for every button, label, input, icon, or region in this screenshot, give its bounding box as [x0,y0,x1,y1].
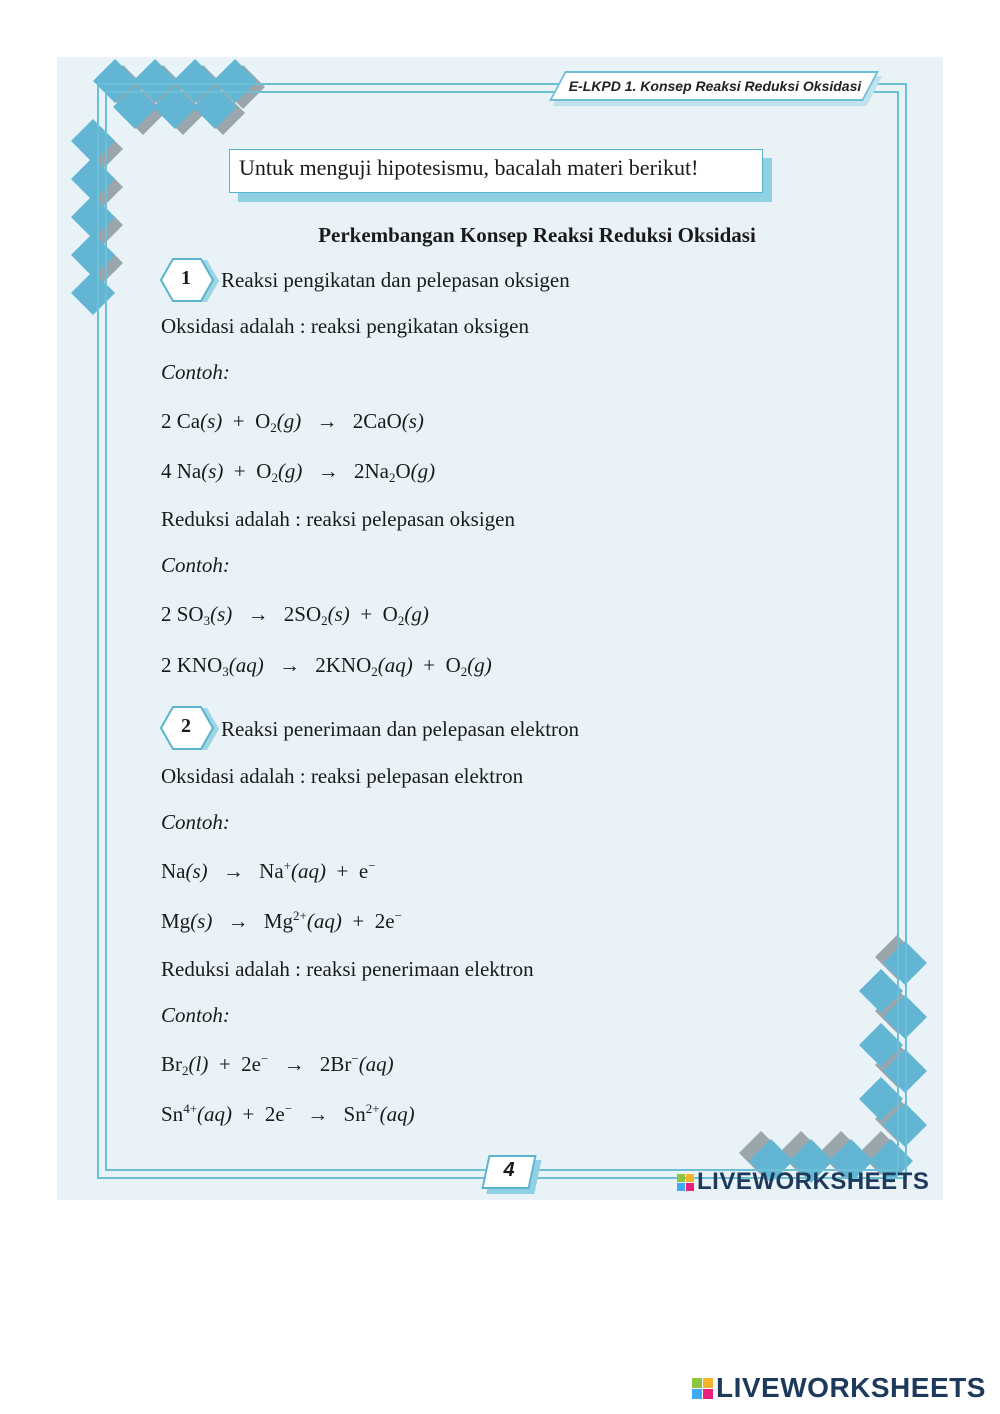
part2-oxidation-definition: Oksidasi adalah : reaksi pelepasan elektron [161,764,524,788]
header-title: E-LKPD 1. Konsep Reaksi Reduksi Oksidasi [568,78,862,94]
part1-oxidation-definition: Oksidasi adalah : reaksi pengikatan oksigen [161,314,529,338]
equation-8: $Sn^{4+}(aq) + 2e^- \to Sn^{2+}(aq)$ [161,1101,415,1126]
equation-7: $Br_2(l) + 2e^- \to 2Br^-(aq)$ [161,1051,394,1078]
equation-4: 2 $KNO_3(aq) \to 2KNO_2(aq) + O_2(g)$ [161,653,492,679]
part2-reduction-definition: Reduksi adalah : reaksi penerimaan elektron [161,957,534,981]
liveworksheets-icon [677,1174,694,1191]
liveworksheets-icon [692,1378,713,1399]
section-title: Perkembangan Konsep Reaksi Reduksi Oksidasi [318,223,756,247]
worksheet-page [57,57,943,1200]
liveworksheets-wordmark: LIVEWORKSHEETS [716,1372,986,1403]
part1-title: Reaksi pengikatan dan pelepasan oksigen [221,268,570,292]
badge-number-1: 1 [181,267,191,289]
liveworksheets-logo-inner [677,1168,929,1196]
equation-1: 2 $Ca(s) + O_2(g) \to 2CaO(s)$ [161,409,424,435]
part2-example-label-1: Contoh: [161,810,230,834]
part1-example-label-2: Contoh: [161,553,230,577]
liveworksheets-wordmark: LIVEWORKSHEETS [697,1168,930,1195]
equation-3: 2 $SO_3(s) \to 2SO_2(s) + O_2(g)$ [161,602,429,628]
part2-title: Reaksi penerimaan dan pelepasan elektron [221,717,580,741]
intro-text: Untuk menguji hipotesismu, bacalah materi berikut! [239,155,699,180]
page-number: 4 [503,1159,515,1181]
equation-2: 4 $Na(s) + O_2(g) \to 2Na_2O(g)$ [161,459,436,485]
equation-5: Na(s) → Na+(aq) + e− [161,858,376,883]
part1-example-label-1: Contoh: [161,360,230,384]
badge-number-2: 2 [181,715,191,737]
part1-reduction-definition: Reduksi adalah : reaksi pelepasan oksigen [161,507,515,531]
liveworksheets-logo-outer[interactable] [692,1372,986,1404]
equation-6: $Mg(s) \to Mg^{2+}(aq) + 2e^-$ [161,908,402,933]
part2-example-label-2: Contoh: [161,1003,230,1027]
